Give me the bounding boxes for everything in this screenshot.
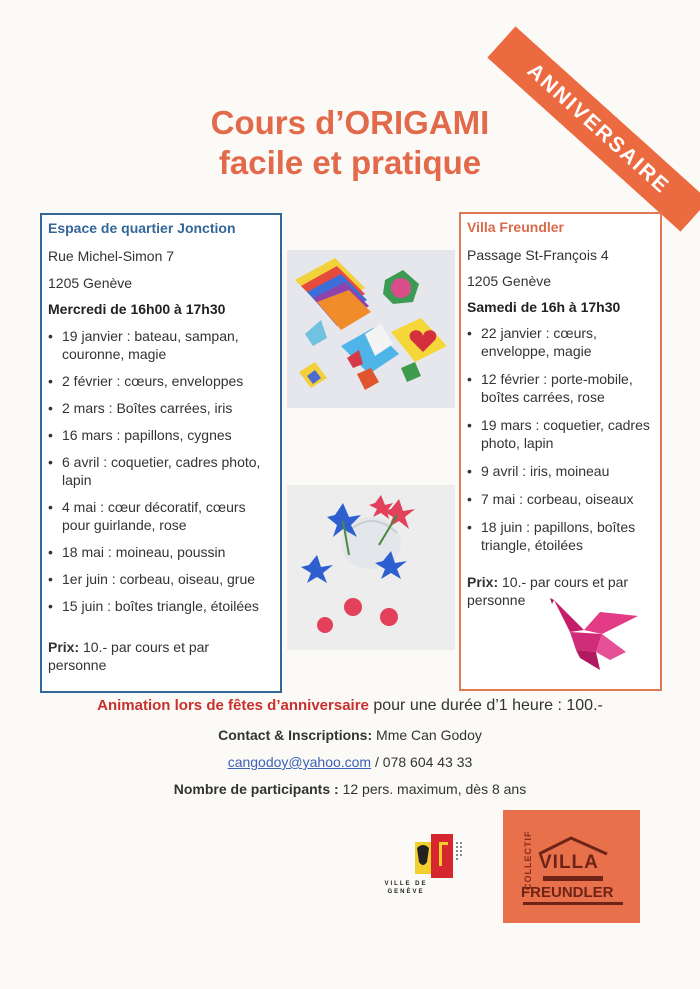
list-item: • 19 janvier : bateau, sampan, couronne, magie <box>48 327 276 363</box>
right-session-list <box>467 324 656 564</box>
list-item: • 2 février : cœurs, enveloppes <box>48 372 276 390</box>
list-item: • 15 juin : boîtes triangle, étoilées <box>48 597 276 615</box>
participants-line <box>0 781 700 797</box>
right-street: Passage St-François 4 <box>467 247 609 263</box>
participants-label: Nombre de participants : <box>173 781 339 797</box>
animation-line <box>0 697 700 715</box>
left-venue-title: Espace de quartier Jonction <box>48 220 236 236</box>
freundler-text: FREUNDLER <box>521 884 614 901</box>
participants-text: 12 pers. maximum, dès 8 ans <box>338 781 527 797</box>
list-item: • 12 février : porte-mobile, boîtes carrées, rose <box>467 370 656 406</box>
list-item: • 9 avril : iris, moineau <box>467 462 656 480</box>
left-price-label: Prix: <box>48 639 80 655</box>
villa-text: VILLA <box>539 852 599 873</box>
origami-crane-image <box>540 594 640 672</box>
left-price-text: 10.- par cours et par personne <box>48 639 210 673</box>
right-schedule: Samedi de 16h à 17h30 <box>467 299 621 315</box>
list-item: • 7 mai : corbeau, oiseaux <box>467 490 656 508</box>
email-phone-line <box>0 754 700 770</box>
contact-label: Contact & Inscriptions: <box>218 727 373 743</box>
list-item: • 18 mai : moineau, poussin <box>48 543 276 561</box>
anniversaire-ribbon: ANNIVERSAIRE <box>487 26 700 231</box>
left-venue-box <box>40 213 282 693</box>
email-link[interactable]: cangodoy@yahoo.com <box>227 754 372 770</box>
list-item: • 6 avril : coquetier, cadres photo, lapin <box>48 453 276 489</box>
page-title-line1: Cours d’ORIGAMI <box>210 104 490 141</box>
list-item: • 18 juin : papillons, boîtes triangle, étoilées <box>467 518 656 554</box>
right-venue-title: Villa Freundler <box>467 219 564 235</box>
list-item: • 2 mars : Boîtes carrées, iris <box>48 399 276 417</box>
list-item: • 19 mars : coquetier, cadres photo, lapin <box>467 416 656 452</box>
right-price-label: Prix: <box>467 574 499 590</box>
list-item: • 4 mai : cœur décoratif, cœurs pour guirlande, rose <box>48 498 276 534</box>
animation-rest: pour une durée d’1 heure : 100.- <box>368 697 603 714</box>
animation-highlight: Animation lors de fêtes d’anniversaire <box>97 697 369 714</box>
ville-de-geneve-text: VILLE DE GENÈVE <box>384 881 428 895</box>
origami-photo-2 <box>287 485 455 650</box>
left-price <box>48 638 248 674</box>
list-item: • 16 mars : papillons, cygnes <box>48 426 276 444</box>
left-schedule: Mercredi de 16h00 à 17h30 <box>48 301 226 317</box>
list-item: • 22 janvier : cœurs, enveloppe, magie <box>467 324 656 360</box>
list-item: • 1er juin : corbeau, oiseau, grue <box>48 570 276 588</box>
page-title-line2: facile et pratique <box>218 144 482 181</box>
contact-line <box>0 727 700 743</box>
villa-collectif-text: COLLECTIF <box>523 830 533 890</box>
contact-name: Mme Can Godoy <box>372 727 482 743</box>
left-session-list <box>48 327 276 624</box>
left-street: Rue Michel-Simon 7 <box>48 248 175 264</box>
villa-freundler-logo <box>503 810 640 923</box>
left-city: 1205 Genève <box>48 275 133 291</box>
right-city: 1205 Genève <box>467 273 552 289</box>
right-price-text: 10.- par cours et par personne <box>467 574 629 608</box>
phone-number: / 078 604 43 33 <box>371 754 473 770</box>
origami-photo-1 <box>287 250 455 408</box>
